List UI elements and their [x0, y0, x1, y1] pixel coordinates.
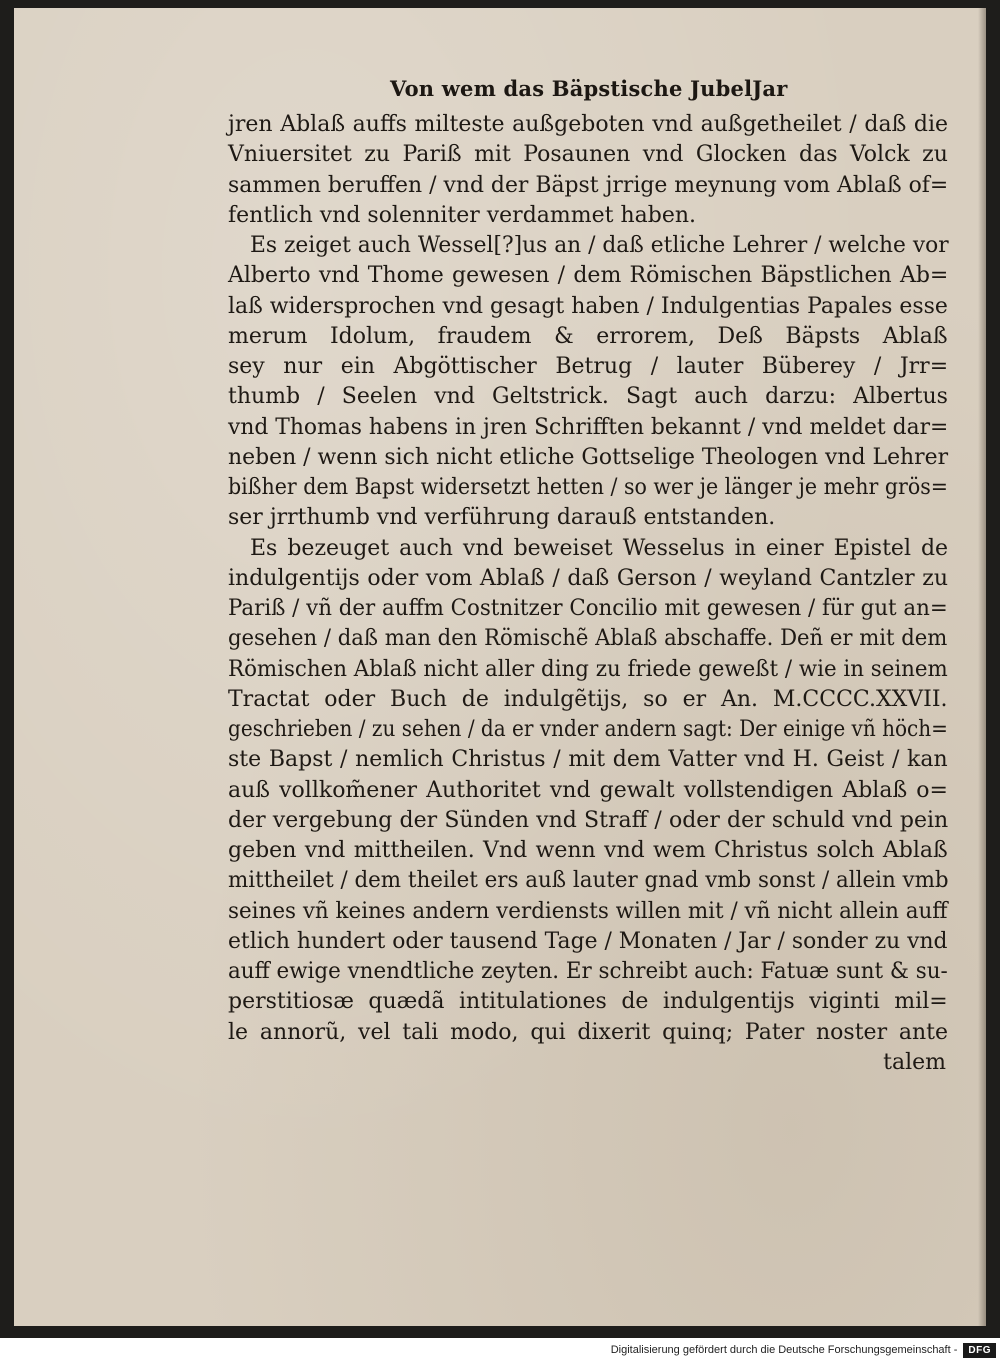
text-line-content: Römischen Ablaß nicht aller ding zu friede geweßt / wie in seinem — [228, 656, 948, 682]
text-line-content: Vniuersitet zu Pariß mit Posaunen vnd Glocken das Volck zu — [228, 142, 948, 168]
text-line — [228, 503, 948, 533]
catchword-line — [228, 1048, 948, 1078]
catchword: talem — [883, 1049, 946, 1075]
text-line-content: neben / wenn sich nicht etliche Gottselige Theologen vnd Lehrer — [228, 444, 949, 470]
text-line — [228, 564, 948, 594]
text-line — [228, 806, 948, 836]
text-line-content: geschrieben / zu sehen / da er vnder andern sagt: Der einige vñ höch= — [228, 717, 948, 742]
text-line-content: auff ewige vnendtliche zeyten. Er schreibt auch: Fatuæ sunt & su- — [228, 959, 948, 984]
text-line — [228, 382, 948, 412]
text-line — [228, 110, 948, 140]
text-line — [228, 685, 948, 715]
text-line-content: seines vñ keines andern verdiensts willen mit / vñ nicht allein auff — [228, 898, 948, 924]
text-line-content: thumb / Seelen vnd Geltstrick. Sagt auch darzu: Albertus — [228, 384, 948, 410]
text-line-content: bißher dem Bapst widersetzt hetten / so wer je länger je mehr grös= — [228, 475, 949, 500]
text-line — [228, 201, 948, 231]
text-line-content: auß vollkom̃ener Authoritet vnd gewalt vollstendigen Ablaß o= — [228, 777, 948, 803]
text-line — [228, 987, 948, 1017]
text-line-content: der vergebung der Sünden vnd Straff / oder der schuld vnd pein — [228, 807, 949, 833]
text-line — [228, 624, 948, 654]
text-line — [228, 443, 948, 473]
text-line-content: sey nur ein Abgöttischer Betrug / lauter Büberey / Jrr= — [228, 354, 949, 379]
text-line-content: Es zeiget auch Wessel[?]us an / daß etliche Lehrer / welche vor — [250, 233, 949, 258]
text-line — [228, 261, 948, 291]
text-line-content: merum Idolum, fraudem & errorem, Deß Bäpsts Ablaß — [228, 323, 948, 349]
text-line-content: geben vnd mittheilen. Vnd wenn vnd wem Christus solch Ablaß — [228, 838, 948, 863]
text-line-content: gesehen / daß man den Römischẽ Ablaß abschaffe. Deñ er mit dem — [228, 626, 948, 652]
text-line — [228, 776, 948, 806]
body-text — [228, 110, 948, 1078]
footer-bar — [0, 1338, 1000, 1362]
text-line-content: perstitiosæ quædã intitulationes de indulgentijs viginti mil= — [228, 989, 948, 1015]
text-line-content: indulgentijs oder vom Ablaß / daß Gerson / weyland Cantzler zu — [228, 565, 949, 591]
text-line — [228, 413, 948, 443]
text-line-content: etlich hundert oder tausend Tage / Monaten / Jar / sonder zu vnd — [228, 928, 948, 954]
text-line-content: le annorũ, vel tali modo, qui dixerit quinq; Pater noster ante — [228, 1019, 949, 1045]
text-line — [228, 292, 948, 322]
dfg-logo: DFG — [963, 1343, 996, 1358]
text-line-content: fentlich vnd solenniter verdammet haben. — [228, 202, 697, 228]
text-line — [228, 866, 948, 896]
text-line — [228, 836, 948, 866]
text-line — [228, 655, 948, 685]
text-line — [228, 231, 948, 261]
text-line — [228, 322, 948, 352]
text-line — [228, 1018, 948, 1048]
text-line-content: mittheilet / dem theilet ers auß lauter gnad vmb sonst / allein vmb — [228, 868, 949, 894]
running-head: Von wem das Bäpstische JubelJar — [390, 76, 788, 101]
text-line-content: vnd Thomas habens in jren Schrifften bekannt / vnd meldet dar= — [228, 414, 949, 440]
text-line — [228, 171, 948, 201]
text-line — [228, 897, 948, 927]
funding-credit: Digitalisierung gefördert durch die Deutsche Forschungsgemeinschaft - — [610, 1344, 958, 1356]
text-line-content: sammen beruffen / vnd der Bäpst jrrige meynung vom Ablaß of= — [228, 172, 949, 198]
text-line-content: Pariß / vñ der auffm Costnitzer Concilio mit gewesen / für gut an= — [228, 596, 948, 621]
text-line — [228, 594, 948, 624]
text-line — [228, 957, 948, 987]
text-line — [228, 352, 948, 382]
text-line-content: ser jrrthumb vnd verführung darauß entstanden. — [228, 505, 776, 531]
text-line-content: Tractat oder Buch de indulgẽtijs, so er An. M.CCCC.XXVII. — [228, 686, 948, 712]
text-line — [228, 745, 948, 775]
text-line — [228, 140, 948, 170]
text-line — [228, 927, 948, 957]
text-line-content: jren Ablaß auffs milteste außgeboten vnd außgetheilet / daß die — [228, 112, 949, 137]
text-line-content: Es bezeuget auch vnd beweiset Wesselus in einer Epistel de — [250, 535, 949, 561]
text-line — [228, 473, 948, 503]
text-line — [228, 534, 948, 564]
text-line-content: Alberto vnd Thome gewesen / dem Römischen Bäpstlichen Ab= — [228, 263, 949, 289]
text-line — [228, 715, 948, 745]
text-line-content: laß widersprochen vnd gesagt haben / Indulgentias Papales esse — [228, 293, 948, 319]
text-line-content: ste Bapst / nemlich Christus / mit dem Vatter vnd H. Geist / kan — [228, 747, 948, 773]
